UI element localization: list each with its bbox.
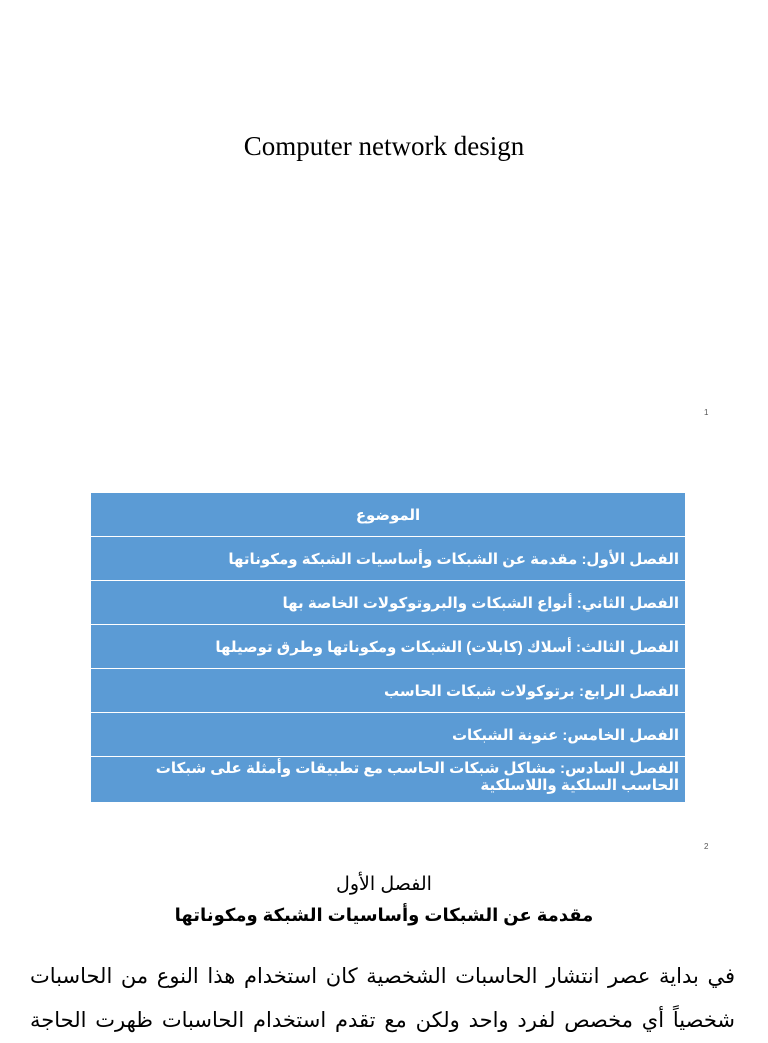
page-number-2: 2 [704, 842, 709, 851]
toc-row-chapter-4: الفصل الرابع: برتوكولات شبكات الحاسب [91, 669, 685, 713]
chapter-label: الفصل الأول [336, 874, 432, 895]
toc-row-chapter-3: الفصل الثالث: أسلاك (كابلات) الشبكات ومكوناتها وطرق توصيلها [91, 625, 685, 669]
toc-row-chapter-2: الفصل الثاني: أنواع الشبكات والبروتوكولات الخاصة بها [91, 581, 685, 625]
body-paragraph: في بداية عصر انتشار الحاسبات الشخصية كان استخدام هذا النوع من الحاسبات شخصياً أي مخصص لفرد واحد ولكن مع تقدم استخدام الحاسبات ظهرت الحاجة [30, 965, 735, 1032]
page-number-1: 1 [704, 408, 709, 417]
toc-header: الموضوع [91, 493, 685, 537]
document-title: Computer network design [243, 131, 525, 161]
table-of-contents [91, 493, 685, 802]
toc-row-chapter-1: الفصل الأول: مقدمة عن الشبكات وأساسيات الشبكة ومكوناتها [91, 537, 685, 581]
toc-row-chapter-6: الفصل السادس: مشاكل شبكات الحاسب مع تطبيقات وأمثلة على شبكات الحاسب السلكية واللاسلكية [155, 760, 679, 794]
toc-row-chapter-5: الفصل الخامس: عنونة الشبكات [91, 713, 685, 757]
chapter-title: مقدمة عن الشبكات وأساسيات الشبكة ومكوناتها [174, 905, 594, 925]
